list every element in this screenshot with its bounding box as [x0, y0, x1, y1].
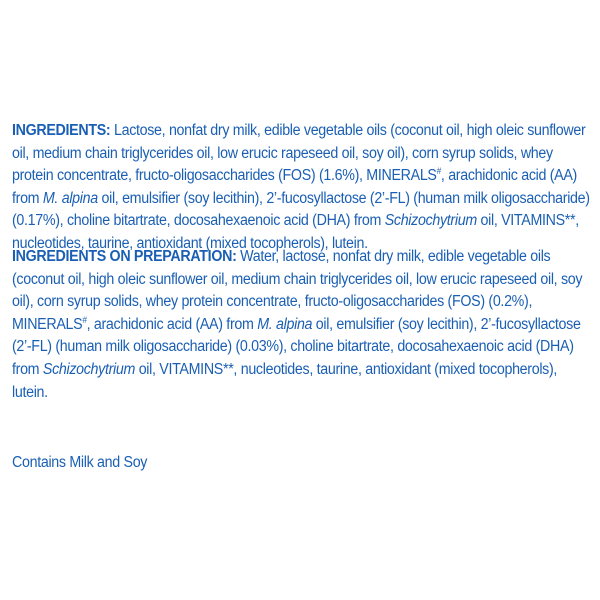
organism-name-schizochytrium: Schizochytrium [384, 212, 477, 230]
ingredients-paragraph [12, 120, 592, 256]
minerals-label: MINERALS [12, 315, 83, 333]
organism-name-m-alpina: M. alpina [257, 315, 313, 333]
ingredients-text-part-1: Lactose, nonfat dry milk, edible vegetable oils (coconut oil, high oleic sunflower oil, medium chain triglycerides oil, low erucic rapeseed oil, soy oil), corn syrup solids, whey protein concentrate, fructo-oligosaccharides (FOS) (1.6%), [12, 122, 586, 185]
minerals-label: MINERALS [366, 167, 437, 185]
preparation-heading: INGREDIENTS ON PREPARATION: [12, 248, 237, 265]
ingredients-text-part-4: oil, VITAMINS**, nucleotides, taurine, antioxidant (mixed tocopherols), lutein. [12, 212, 579, 252]
preparation-text-part-2: , arachidonic acid (AA) from [86, 315, 258, 333]
allergen-statement: Contains Milk and Soy [12, 454, 148, 471]
preparation-paragraph [12, 246, 592, 404]
minerals-footnote-mark: # [82, 314, 87, 325]
preparation-text-part-1: Water, lactose, nonfat dry milk, edible vegetable oils (coconut oil, high oleic sunflower oil, medium chain triglycerides oil, low erucic rapeseed oil, soy oil), corn syrup solids, whey protein concentrate, fructo-oligosaccharides (FOS) (0.2%), [12, 248, 583, 311]
organism-name-schizochytrium: Schizochytrium [42, 360, 136, 378]
ingredients-heading: INGREDIENTS: [12, 122, 111, 139]
preparation-text-part-3: oil, emulsifier (soy lecithin), 2’-fucosyllactose (2’-FL) (human milk oligosaccharide) (0.03%), choline bitartrate, docosahexaenoic acid (DHA) from [12, 315, 581, 378]
ingredients-text-part-2: , arachidonic acid (AA) from [12, 167, 577, 207]
minerals-footnote-mark: # [436, 166, 441, 177]
preparation-text-part-4: oil, VITAMINS**, nucleotides, taurine, antioxidant (mixed tocopherols), lutein. [12, 360, 558, 401]
ingredients-text-part-3: oil, emulsifier (soy lecithin), 2’-fucosyllactose (2’-FL) (human milk oligosaccharide) (0.17%), choline bitartrate, docosahexaenoic acid (DHA) from [12, 189, 590, 230]
organism-name-m-alpina: M. alpina [42, 189, 98, 207]
